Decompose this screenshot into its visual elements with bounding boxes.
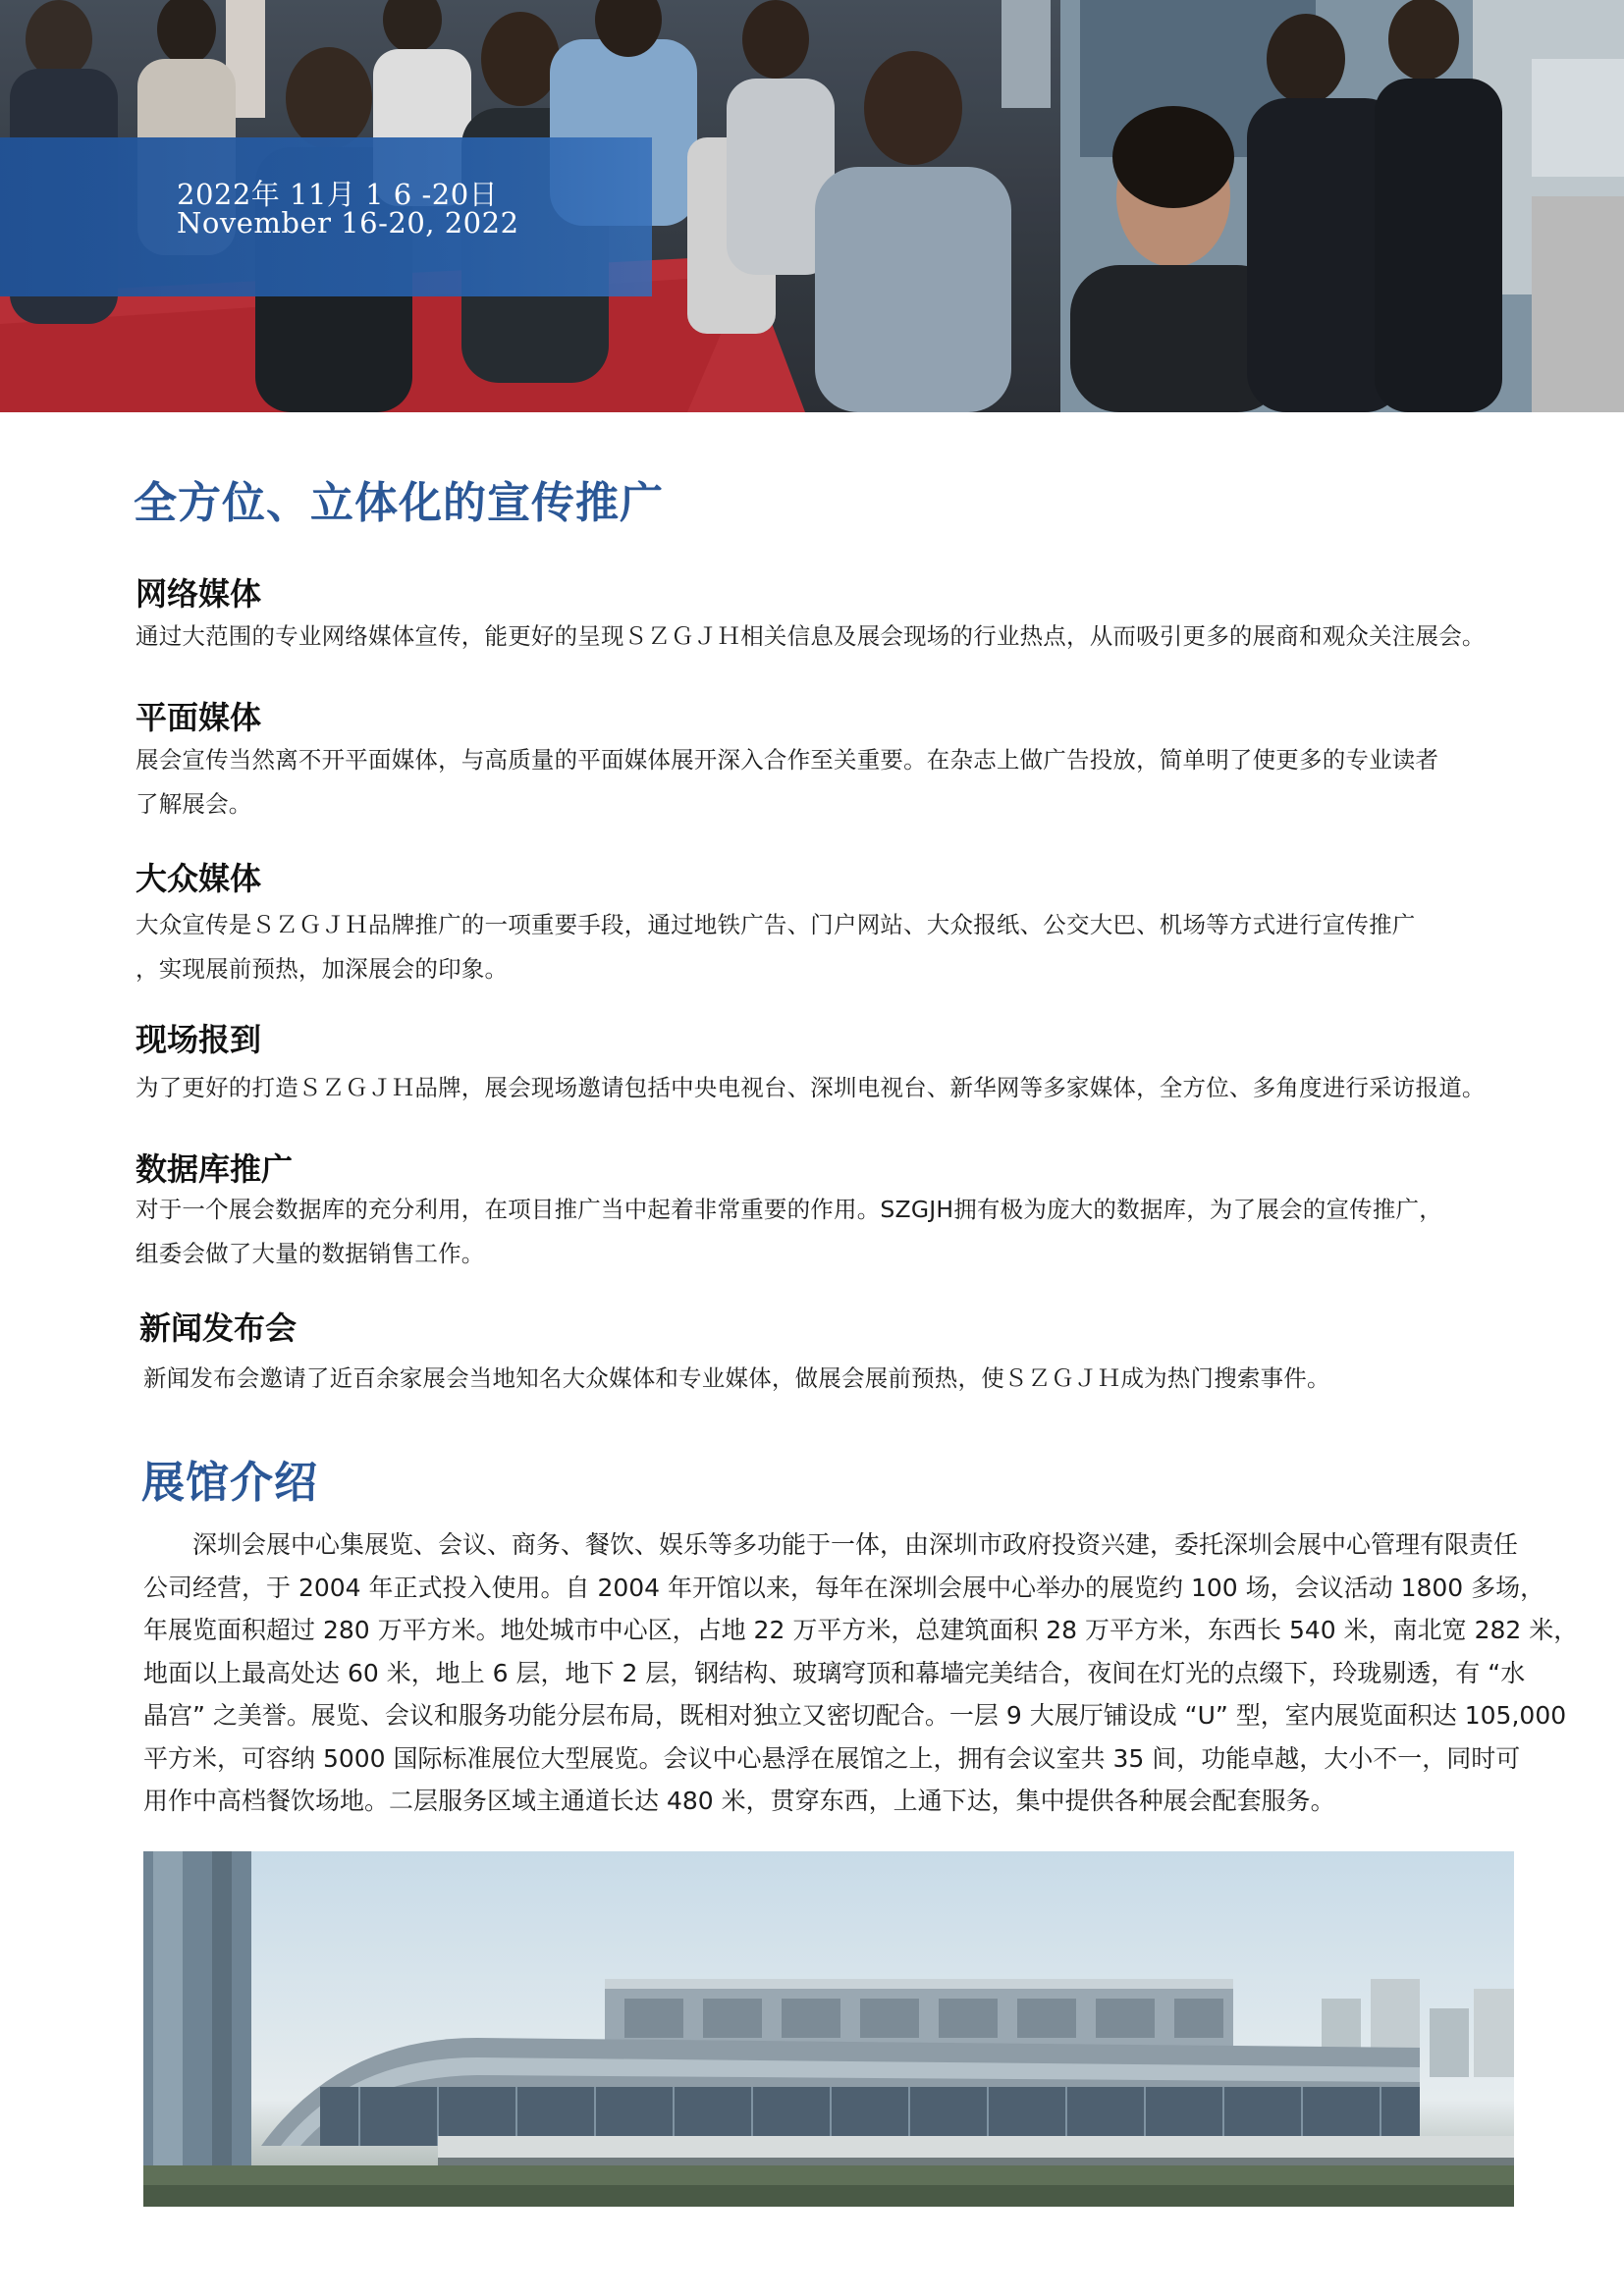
event-date-en: November 16-20, 2022 <box>177 206 519 240</box>
para-line: 为了更好的打造ＳＺＧＪＨ品牌，展会现场邀请包括中央电视台、深圳电视台、新华网等多家媒体，全方位、多角度进行采访报道。 <box>135 1074 1486 1101</box>
heading-online-media: 网络媒体 <box>135 575 262 613</box>
convention-center-illustration <box>143 1851 1514 2207</box>
heading-onsite-report: 现场报到 <box>135 1021 262 1058</box>
para-line: 大众宣传是ＳＺＧＪＨ品牌推广的一项重要手段，通过地铁广告、门户网站、大众报纸、公交大巴、机场等方式进行宣传推广 <box>135 911 1416 938</box>
venue-line: 平方米，可容纳 5000 国际标准展位大型展览。会议中心悬浮在展馆之上，拥有会议室共 35 间，功能卓越，大小不一，同时可 <box>143 1743 1521 1773</box>
venue-title: 展馆介绍 <box>141 1458 318 1508</box>
para-mass-media <box>135 903 1540 991</box>
venue-line: 公司经营，于 2004 年正式投入使用。自 2004 年开馆以来，每年在深圳会展中心举办的展览约 100 场，会议活动 1800 多场， <box>143 1573 1545 1602</box>
venue-line: 深圳会展中心集展览、会议、商务、餐饮、娱乐等多功能于一体，由深圳市政府投资兴建，委托深圳会展中心管理有限责任 <box>143 1530 1519 1559</box>
venue-description <box>143 1523 1579 1823</box>
hero-crowd-photo <box>0 0 1624 412</box>
para-line: 对于一个展会数据库的充分利用，在项目推广当中起着非常重要的作用。SZGJH拥有极为庞大的数据库，为了展会的宣传推广， <box>135 1196 1442 1223</box>
heading-database-promo: 数据库推广 <box>135 1150 294 1188</box>
para-print-media <box>135 738 1540 827</box>
para-press-conference <box>143 1357 1547 1401</box>
para-line: 组委会做了大量的数据销售工作。 <box>135 1240 485 1267</box>
heading-press-conference: 新闻发布会 <box>139 1309 298 1347</box>
convention-center-photo <box>143 1851 1514 2207</box>
venue-line: 晶宫” 之美誉。展览、会议和服务功能分层布局，既相对独立又密切配合。一层 9 大展厅铺设成 “U” 型，室内展览面积达 105,000 <box>143 1701 1567 1730</box>
para-online-media <box>135 614 1540 659</box>
venue-line: 用作中高档餐饮场地。二层服务区域主通道长达 480 米，贯穿东西，上通下达，集中提供各种展会配套服务。 <box>143 1787 1335 1815</box>
para-line: 展会宣传当然离不开平面媒体，与高质量的平面媒体展开深入合作至关重要。在杂志上做广告投放，简单明了使更多的专业读者 <box>135 746 1439 774</box>
para-line: 通过大范围的专业网络媒体宣传，能更好的呈现ＳＺＧＪＨ相关信息及展会现场的行业热点，从而吸引更多的展商和观众关注展会。 <box>135 622 1486 650</box>
venue-line: 地面以上最高处达 60 米，地上 6 层，地下 2 层，钢结构、玻璃穹顶和幕墙完美结合，夜间在灯光的点缀下，玲珑剔透，有 “水 <box>143 1658 1526 1687</box>
para-line: ，实现展前预热，加深展会的印象。 <box>135 955 509 983</box>
para-line: 了解展会。 <box>135 790 252 818</box>
para-onsite-report <box>135 1066 1540 1110</box>
heading-print-media: 平面媒体 <box>135 699 262 736</box>
venue-line: 年展览面积超过 280 万平方米。地处城市中心区，占地 22 万平方米，总建筑面积 28 万平方米，东西长 540 米，南北宽 282 米， <box>143 1616 1579 1644</box>
promotion-title: 全方位、立体化的宣传推广 <box>134 478 664 528</box>
event-date-cn: 2022年 11月 1 6 -20日 <box>177 178 499 211</box>
para-database-promo <box>135 1188 1540 1276</box>
heading-mass-media: 大众媒体 <box>135 860 262 897</box>
para-line: 新闻发布会邀请了近百余家展会当地知名大众媒体和专业媒体，做展会展前预热，使ＳＺＧＪＨ成为热门搜索事件。 <box>143 1364 1330 1392</box>
